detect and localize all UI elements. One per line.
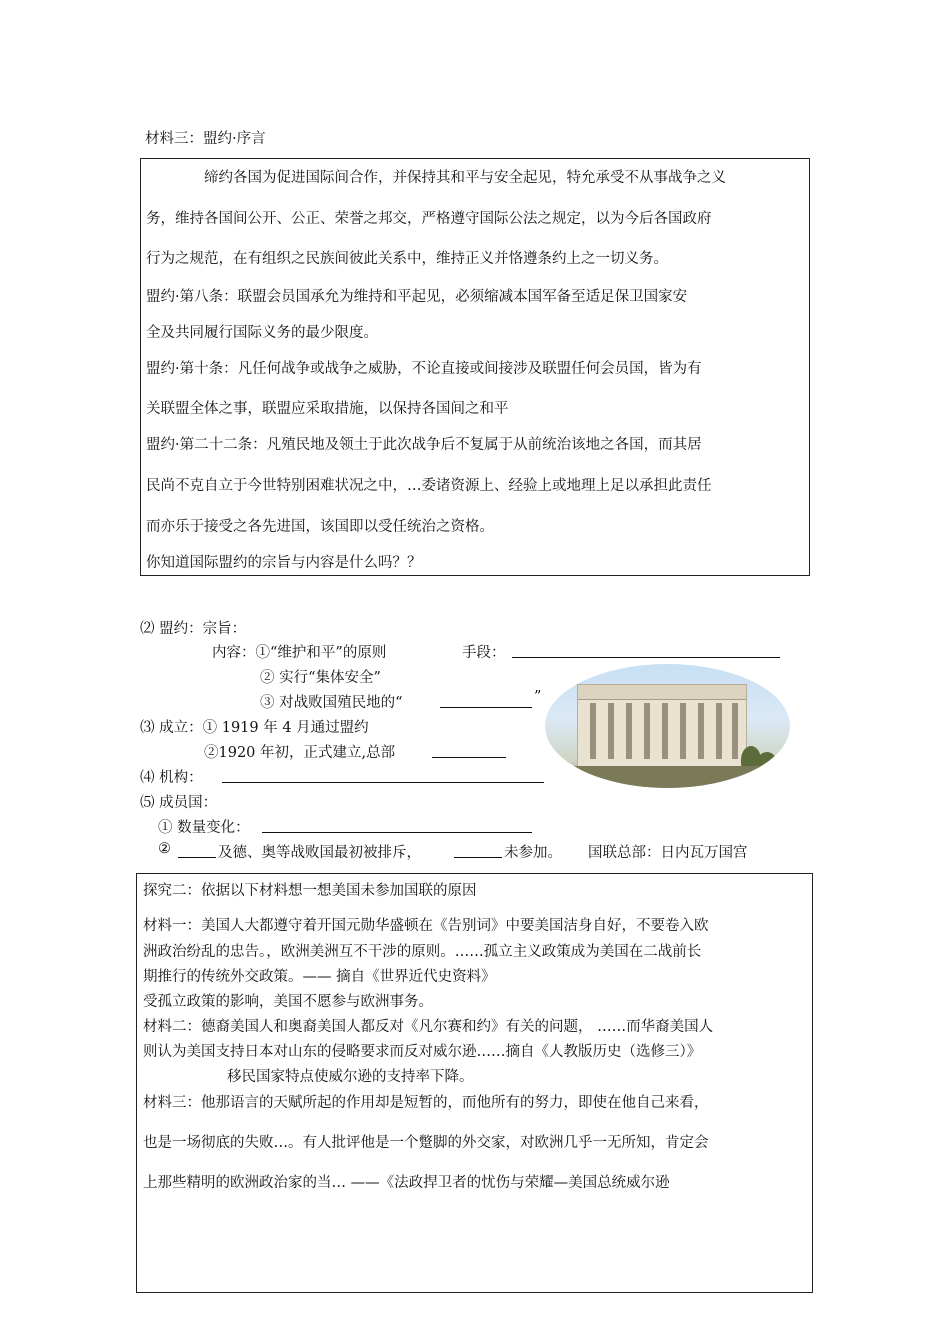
inquiry-box <box>136 873 813 1293</box>
inquiry-line: 材料三：他那语言的天赋所起的作用却是短暂的，而他所有的努力，即使在他自己来看， <box>143 1095 709 1111</box>
covenant-line: 务，维持各国间公开、公正、荣誉之邦交，严格遵守国际公法之规定，以为今后各国政府 <box>146 211 712 227</box>
colony-policy-blank[interactable] <box>440 692 532 708</box>
organs-blank[interactable] <box>222 767 544 783</box>
material3-heading: 材料三：盟约·序言 <box>145 131 266 147</box>
excluded-blank[interactable] <box>178 842 216 858</box>
covenant-question: 你知道国际盟约的宗旨与内容是什么吗？？ <box>146 555 422 571</box>
inquiry-line: 材料一：美国人大都遵守着开国元勋华盛顿在《告别词》中要美国洁身自好，不要卷入欧 <box>143 918 709 934</box>
covenant-line: 关联盟全体之事，联盟应采取措施，以保持各国间之和平 <box>146 401 509 417</box>
inquiry-line: 也是一场彻底的失败…。有人批评他是一个蹩脚的外交家，对欧洲几乎一无所知，肯定会 <box>143 1135 709 1151</box>
covenant-article-10: 盟约·第十条：凡任何战争或战争之威胁，不论直接或间接涉及联盟任何会员国，皆为有 <box>146 361 702 377</box>
headquarters-blank[interactable] <box>432 742 506 758</box>
outline-content-2: ② 实行“集体安全” <box>260 670 381 686</box>
photo-caption: 国联总部：日内瓦万国宫 <box>588 845 748 861</box>
covenant-box <box>140 158 810 576</box>
outline-members-2-text: 及德、奥等战败国最初被排斥， <box>218 845 421 861</box>
means-blank[interactable] <box>512 642 780 658</box>
inquiry-line: 移民国家特点使威尔逊的支持率下降。 <box>227 1069 474 1085</box>
outline-content-3: ③ 对战败国殖民地的“ <box>260 695 403 711</box>
covenant-article-8: 盟约·第八条：联盟会员国承允为维持和平起见，必须缩减本国军备至适足保卫国家安 <box>146 289 688 305</box>
covenant-line: 民尚不克自立于今世特别困难状况之中，…委诸资源上、经验上或地理上足以承担此责任 <box>146 478 712 494</box>
inquiry-line: 则认为美国支持日本对山东的侵略要求而反对威尔逊……摘自《人教版历史（选修三）》 <box>143 1044 702 1060</box>
outline-founding-2: ②1920 年初，正式建立,总部 <box>204 745 396 761</box>
covenant-line: 全及共同履行国际义务的最少限度。 <box>146 325 378 341</box>
building-illustration <box>577 684 747 768</box>
outline-organs: ⑷ 机构： <box>140 770 203 786</box>
covenant-line: 而亦乐于接受之各先进国，该国即以受任统治之资格。 <box>146 519 494 535</box>
outline-members-1: ① 数量变化： <box>158 820 250 836</box>
inquiry-line: 受孤立政策的影响，美国不愿参与欧洲事务。 <box>143 994 433 1010</box>
outline-members-2-end: 未参加。 <box>504 845 562 861</box>
inquiry-title: 探究二：依据以下材料想一想美国未参加国联的原因 <box>143 883 477 899</box>
outline-means-label: 手段： <box>462 645 506 661</box>
outline-founding: ⑶ 成立：① 1919 年 4 月通过盟约 <box>140 720 369 736</box>
covenant-line: 行为之规范，在有组织之民族间彼此关系中，维持正义并恪遵条约上之一切义务。 <box>146 251 668 267</box>
outline-covenant: ⑵ 盟约：宗旨： <box>140 621 247 637</box>
quote-close: ” <box>534 689 542 705</box>
covenant-article-22: 盟约·第二十二条：凡殖民地及领土于此次战争后不复属于从前统治该地之各国，而其居 <box>146 437 702 453</box>
absent-blank[interactable] <box>454 842 502 858</box>
outline-content-1: 内容：①“维护和平”的原则 <box>212 645 387 661</box>
outline-members: ⑸ 成员国： <box>140 795 218 811</box>
inquiry-line: 期推行的传统外交政策。—— 摘自《世界近代史资料》 <box>143 969 496 985</box>
inquiry-line: 洲政治纷乱的忠告。，欧洲美洲互不干涉的原则。……孤立主义政策成为美国在二战前长 <box>143 944 702 960</box>
inquiry-line: 材料二：德裔美国人和奥裔美国人都反对《凡尔赛和约》有关的问题， ……而华裔美国人 <box>143 1019 714 1035</box>
covenant-line: 缔约各国为促进国际间合作，并保持其和平与安全起见，特允承受不从事战争之义 <box>204 170 726 186</box>
member-change-blank[interactable] <box>262 817 532 833</box>
outline-members-2: ② <box>158 841 171 857</box>
palace-of-nations-photo <box>545 664 790 788</box>
inquiry-line: 上那些精明的欧洲政治家的当… ——《法政捍卫者的忧伤与荣耀—美国总统威尔逊 <box>143 1175 670 1191</box>
